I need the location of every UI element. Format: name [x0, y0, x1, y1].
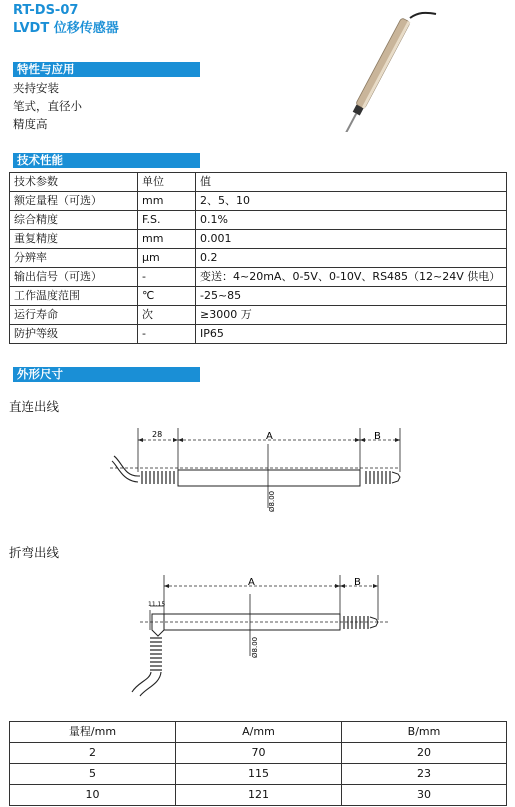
spec-row: [10, 287, 507, 306]
table-cell: 防护等级: [10, 325, 138, 344]
table-cell: 技术参数: [10, 173, 138, 192]
table-cell: mm: [138, 230, 196, 249]
table-cell: 20: [342, 743, 507, 764]
table-cell: 5: [10, 764, 176, 785]
table-cell: 30: [342, 785, 507, 806]
table-header-row: [10, 722, 507, 743]
table-row: [10, 743, 507, 764]
table-cell: 2、5、10: [196, 192, 507, 211]
dimensions-heading: 外形尺寸: [13, 367, 200, 382]
straight-outlet-label: 直连出线: [9, 399, 60, 414]
spec-row: [10, 192, 507, 211]
feature-item: 精度高: [13, 117, 48, 131]
diameter-label: Ø8.00: [251, 636, 259, 658]
table-cell: ℃: [138, 287, 196, 306]
table-cell: 70: [176, 743, 342, 764]
table-cell: 0.1%: [196, 211, 507, 230]
table-row: [10, 764, 507, 785]
table-cell: -: [138, 268, 196, 287]
table-cell: 重复精度: [10, 230, 138, 249]
table-cell: 121: [176, 785, 342, 806]
table-cell: -25~85: [196, 287, 507, 306]
spec-row: [10, 230, 507, 249]
dim-a: A: [266, 431, 273, 442]
spec-row: [10, 325, 507, 344]
feature-item: 夹持安装: [13, 81, 59, 95]
table-cell: 0.2: [196, 249, 507, 268]
table-cell: 单位: [138, 173, 196, 192]
dim-a: A: [248, 577, 255, 588]
product-name: LVDT 位移传感器: [13, 21, 119, 36]
table-cell: 次: [138, 306, 196, 325]
dim-offset: 11.15: [148, 601, 166, 608]
table-cell: A/mm: [176, 722, 342, 743]
dim-28: 28: [152, 430, 163, 439]
diameter-label: Ø8.00: [268, 490, 276, 512]
table-cell: ≥3000 万: [196, 306, 507, 325]
table-cell: 输出信号（可选）: [10, 268, 138, 287]
specs-heading: 技术性能: [13, 153, 200, 168]
spec-row: [10, 268, 507, 287]
table-cell: 值: [196, 173, 507, 192]
table-cell: IP65: [196, 325, 507, 344]
table-cell: 额定量程（可选）: [10, 192, 138, 211]
table-cell: 分辨率: [10, 249, 138, 268]
table-cell: μm: [138, 249, 196, 268]
dimension-table: [9, 721, 507, 806]
dim-b: B: [374, 431, 381, 442]
bent-outlet-drawing: [0, 570, 515, 705]
table-cell: 23: [342, 764, 507, 785]
straight-outlet-drawing: [0, 420, 515, 530]
spec-row: [10, 249, 507, 268]
spec-row: [10, 306, 507, 325]
table-cell: F.S.: [138, 211, 196, 230]
spec-row: [10, 173, 507, 192]
dim-b: B: [354, 577, 361, 588]
table-cell: 10: [10, 785, 176, 806]
table-cell: mm: [138, 192, 196, 211]
table-cell: 115: [176, 764, 342, 785]
table-cell: 0.001: [196, 230, 507, 249]
table-cell: 综合精度: [10, 211, 138, 230]
table-cell: 运行寿命: [10, 306, 138, 325]
table-cell: 变送：4~20mA、0-5V、0-10V、RS485（12~24V 供电）: [196, 268, 507, 287]
spec-row: [10, 211, 507, 230]
bent-outlet-label: 折弯出线: [9, 545, 60, 560]
product-photo: [268, 2, 443, 132]
feature-item: 笔式，直径小: [13, 99, 82, 113]
features-heading: 特性与应用: [13, 62, 200, 77]
table-cell: 工作温度范围: [10, 287, 138, 306]
table-cell: 量程/mm: [10, 722, 176, 743]
table-row: [10, 785, 507, 806]
table-cell: -: [138, 325, 196, 344]
model-title: RT-DS-07: [13, 3, 79, 18]
table-cell: 2: [10, 743, 176, 764]
spec-table: [9, 172, 507, 344]
table-cell: B/mm: [342, 722, 507, 743]
